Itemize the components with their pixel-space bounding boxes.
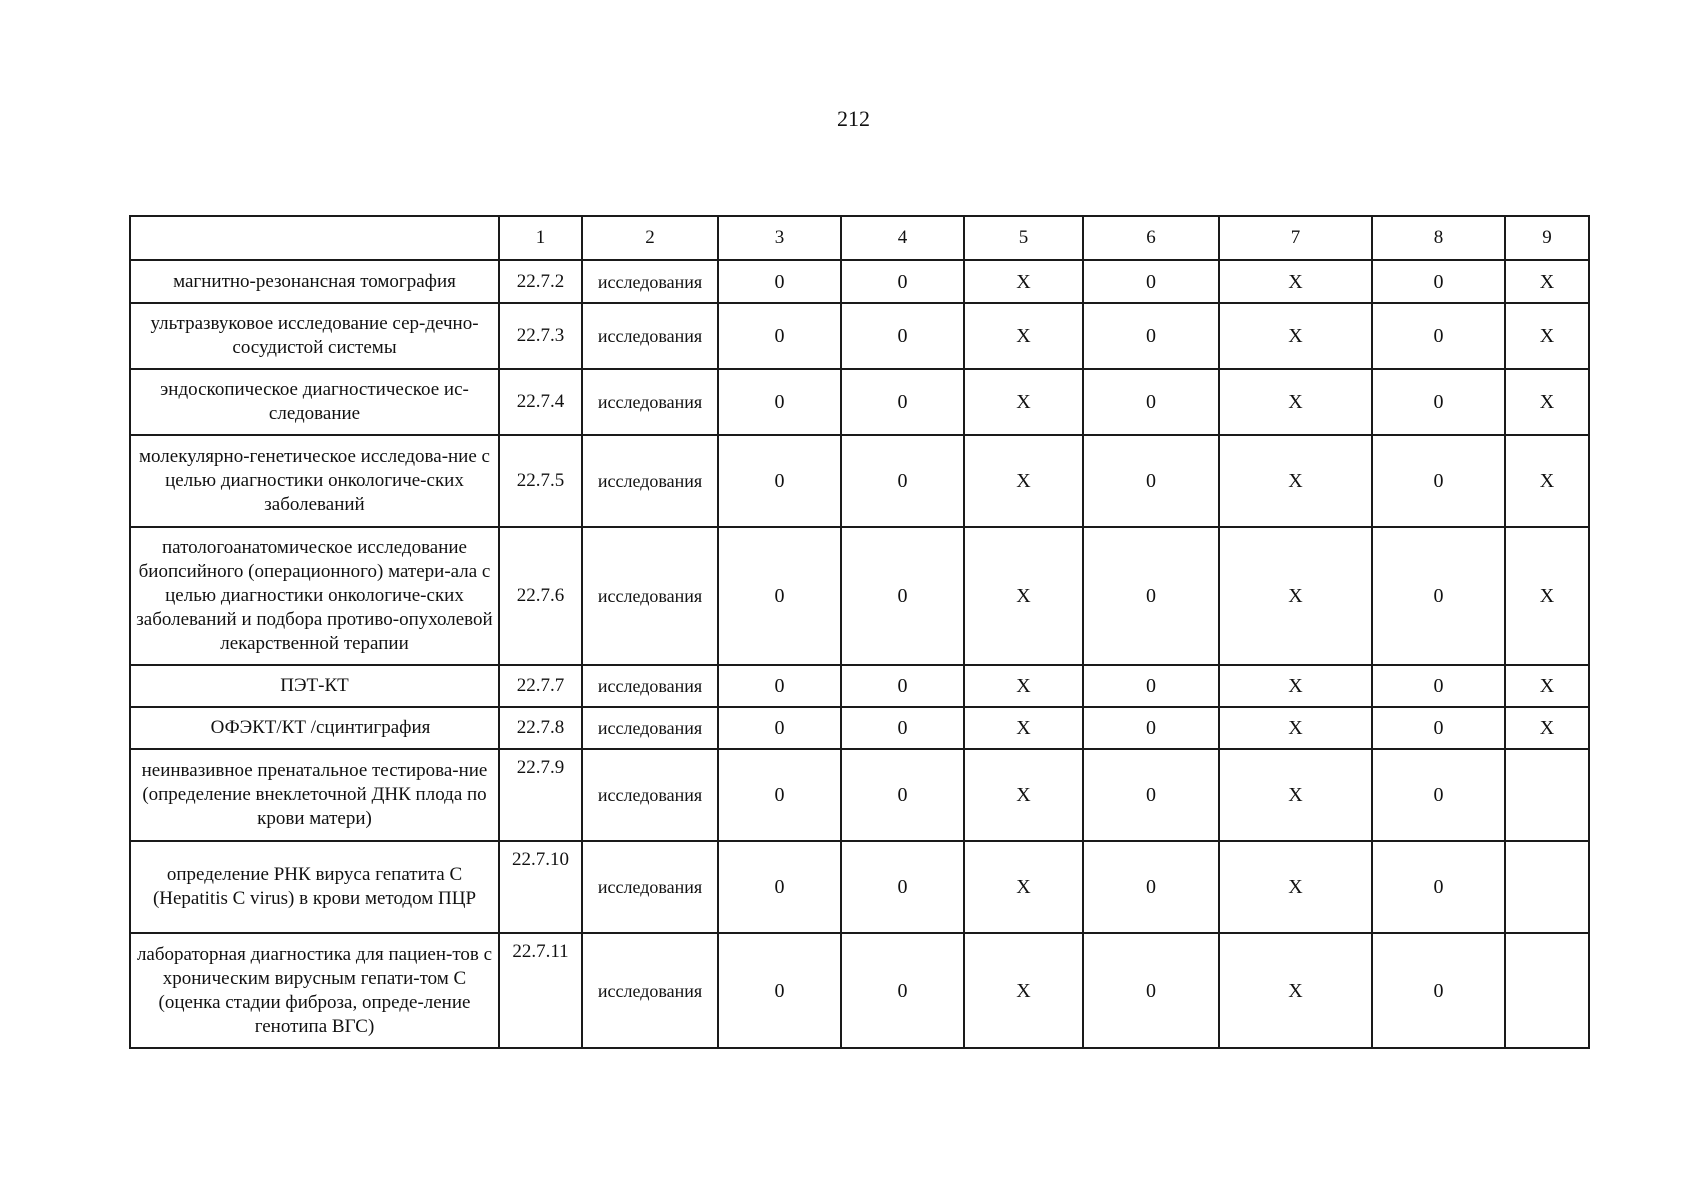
row-col9-cell: X bbox=[1505, 665, 1589, 707]
row-col7-cell: X bbox=[1219, 933, 1372, 1048]
row-unit-cell: исследования bbox=[582, 369, 718, 435]
table-row bbox=[130, 665, 1589, 707]
row-col8-cell: 0 bbox=[1372, 303, 1505, 369]
row-col5-cell: X bbox=[964, 527, 1083, 665]
row-col6-cell: 0 bbox=[1083, 707, 1219, 749]
row-col8-cell: 0 bbox=[1372, 369, 1505, 435]
row-name-cell: ультразвуковое исследование сер-дечно-сосудистой системы bbox=[130, 303, 499, 369]
header-cell-8: 8 bbox=[1372, 216, 1505, 260]
table-row bbox=[130, 527, 1589, 665]
row-code-cell: 22.7.7 bbox=[499, 665, 582, 707]
header-cell-3: 3 bbox=[718, 216, 841, 260]
row-col5-cell: X bbox=[964, 369, 1083, 435]
row-code-cell: 22.7.5 bbox=[499, 435, 582, 527]
row-col3-cell: 0 bbox=[718, 933, 841, 1048]
row-col7-cell: X bbox=[1219, 527, 1372, 665]
row-name-cell: ОФЭКТ/КТ /сцинтиграфия bbox=[130, 707, 499, 749]
row-col9-cell: X bbox=[1505, 527, 1589, 665]
row-col5-cell: X bbox=[964, 707, 1083, 749]
table-row bbox=[130, 260, 1589, 303]
row-col3-cell: 0 bbox=[718, 841, 841, 933]
row-col6-cell: 0 bbox=[1083, 841, 1219, 933]
row-col6-cell: 0 bbox=[1083, 303, 1219, 369]
row-col4-cell: 0 bbox=[841, 369, 964, 435]
row-col4-cell: 0 bbox=[841, 435, 964, 527]
row-code-cell: 22.7.10 bbox=[499, 841, 582, 933]
row-unit-cell: исследования bbox=[582, 527, 718, 665]
header-cell-1: 1 bbox=[499, 216, 582, 260]
row-col3-cell: 0 bbox=[718, 435, 841, 527]
row-code-cell: 22.7.6 bbox=[499, 527, 582, 665]
header-cell-6: 6 bbox=[1083, 216, 1219, 260]
row-col7-cell: X bbox=[1219, 435, 1372, 527]
row-col4-cell: 0 bbox=[841, 527, 964, 665]
row-col6-cell: 0 bbox=[1083, 527, 1219, 665]
row-col5-cell: X bbox=[964, 435, 1083, 527]
header-cell-2: 2 bbox=[582, 216, 718, 260]
row-col6-cell: 0 bbox=[1083, 369, 1219, 435]
row-col3-cell: 0 bbox=[718, 369, 841, 435]
row-col4-cell: 0 bbox=[841, 841, 964, 933]
row-name-cell: патологоанатомическое исследование биопсийного (операционного) матери-ала с целью диагностики онкологиче-ских заболеваний и подбора противо-опухолевой лекарственной терапии bbox=[130, 527, 499, 665]
row-col8-cell: 0 bbox=[1372, 749, 1505, 841]
row-code-cell: 22.7.4 bbox=[499, 369, 582, 435]
row-col8-cell: 0 bbox=[1372, 841, 1505, 933]
row-code-cell: 22.7.8 bbox=[499, 707, 582, 749]
row-col3-cell: 0 bbox=[718, 707, 841, 749]
row-unit-cell: исследования bbox=[582, 435, 718, 527]
row-col6-cell: 0 bbox=[1083, 435, 1219, 527]
row-code-cell: 22.7.9 bbox=[499, 749, 582, 841]
table-row bbox=[130, 749, 1589, 841]
row-col6-cell: 0 bbox=[1083, 933, 1219, 1048]
row-col4-cell: 0 bbox=[841, 933, 964, 1048]
row-col3-cell: 0 bbox=[718, 665, 841, 707]
table-row bbox=[130, 435, 1589, 527]
row-unit-cell: исследования bbox=[582, 841, 718, 933]
row-col7-cell: X bbox=[1219, 303, 1372, 369]
row-col8-cell: 0 bbox=[1372, 260, 1505, 303]
row-col5-cell: X bbox=[964, 303, 1083, 369]
row-col8-cell: 0 bbox=[1372, 527, 1505, 665]
row-col5-cell: X bbox=[964, 665, 1083, 707]
row-col5-cell: X bbox=[964, 841, 1083, 933]
row-unit-cell: исследования bbox=[582, 303, 718, 369]
row-code-cell: 22.7.3 bbox=[499, 303, 582, 369]
page-number: 212 bbox=[837, 106, 870, 131]
header-cell-7: 7 bbox=[1219, 216, 1372, 260]
row-col4-cell: 0 bbox=[841, 260, 964, 303]
row-col7-cell: X bbox=[1219, 841, 1372, 933]
row-name-cell: определение РНК вируса гепатита С (Hepatitis С virus) в крови методом ПЦР bbox=[130, 841, 499, 933]
row-name-cell: молекулярно-генетическое исследова-ние с целью диагностики онкологиче-ских заболеваний bbox=[130, 435, 499, 527]
row-col3-cell: 0 bbox=[718, 260, 841, 303]
row-col7-cell: X bbox=[1219, 369, 1372, 435]
row-col9-cell bbox=[1505, 749, 1589, 841]
table-row bbox=[130, 707, 1589, 749]
row-col4-cell: 0 bbox=[841, 303, 964, 369]
row-name-cell: эндоскопическое диагностическое ис-следование bbox=[130, 369, 499, 435]
row-col5-cell: X bbox=[964, 260, 1083, 303]
row-name-cell: магнитно-резонансная томография bbox=[130, 260, 499, 303]
row-col4-cell: 0 bbox=[841, 665, 964, 707]
header-cell-4: 4 bbox=[841, 216, 964, 260]
table-row bbox=[130, 933, 1589, 1048]
row-col7-cell: X bbox=[1219, 665, 1372, 707]
row-unit-cell: исследования bbox=[582, 749, 718, 841]
row-col8-cell: 0 bbox=[1372, 933, 1505, 1048]
row-code-cell: 22.7.2 bbox=[499, 260, 582, 303]
row-unit-cell: исследования bbox=[582, 933, 718, 1048]
row-code-cell: 22.7.11 bbox=[499, 933, 582, 1048]
table-row bbox=[130, 369, 1589, 435]
services-table bbox=[129, 215, 1590, 1049]
header-cell-label bbox=[130, 216, 499, 260]
header-row bbox=[130, 216, 1589, 260]
row-name-cell: ПЭТ-КТ bbox=[130, 665, 499, 707]
header-cell-9: 9 bbox=[1505, 216, 1589, 260]
row-col9-cell bbox=[1505, 933, 1589, 1048]
row-col6-cell: 0 bbox=[1083, 749, 1219, 841]
row-col4-cell: 0 bbox=[841, 707, 964, 749]
row-col9-cell: X bbox=[1505, 707, 1589, 749]
row-col7-cell: X bbox=[1219, 707, 1372, 749]
table-row bbox=[130, 841, 1589, 933]
row-col3-cell: 0 bbox=[718, 749, 841, 841]
row-col9-cell: X bbox=[1505, 303, 1589, 369]
row-col4-cell: 0 bbox=[841, 749, 964, 841]
row-col9-cell bbox=[1505, 841, 1589, 933]
row-col7-cell: X bbox=[1219, 260, 1372, 303]
row-col3-cell: 0 bbox=[718, 527, 841, 665]
row-col5-cell: X bbox=[964, 933, 1083, 1048]
row-unit-cell: исследования bbox=[582, 260, 718, 303]
row-col9-cell: X bbox=[1505, 369, 1589, 435]
row-col8-cell: 0 bbox=[1372, 665, 1505, 707]
row-col8-cell: 0 bbox=[1372, 435, 1505, 527]
row-col9-cell: X bbox=[1505, 435, 1589, 527]
row-name-cell: неинвазивное пренатальное тестирова-ние (определение внеклеточной ДНК плода по крови матери) bbox=[130, 749, 499, 841]
row-col8-cell: 0 bbox=[1372, 707, 1505, 749]
row-col7-cell: X bbox=[1219, 749, 1372, 841]
row-col3-cell: 0 bbox=[718, 303, 841, 369]
row-name-cell: лабораторная диагностика для пациен-тов с хроническим вирусным гепати-том С (оценка стадии фиброза, опреде-ление генотипа ВГС) bbox=[130, 933, 499, 1048]
row-col5-cell: X bbox=[964, 749, 1083, 841]
row-col6-cell: 0 bbox=[1083, 260, 1219, 303]
header-cell-5: 5 bbox=[964, 216, 1083, 260]
row-col6-cell: 0 bbox=[1083, 665, 1219, 707]
row-unit-cell: исследования bbox=[582, 665, 718, 707]
table-row bbox=[130, 303, 1589, 369]
row-unit-cell: исследования bbox=[582, 707, 718, 749]
row-col9-cell: X bbox=[1505, 260, 1589, 303]
